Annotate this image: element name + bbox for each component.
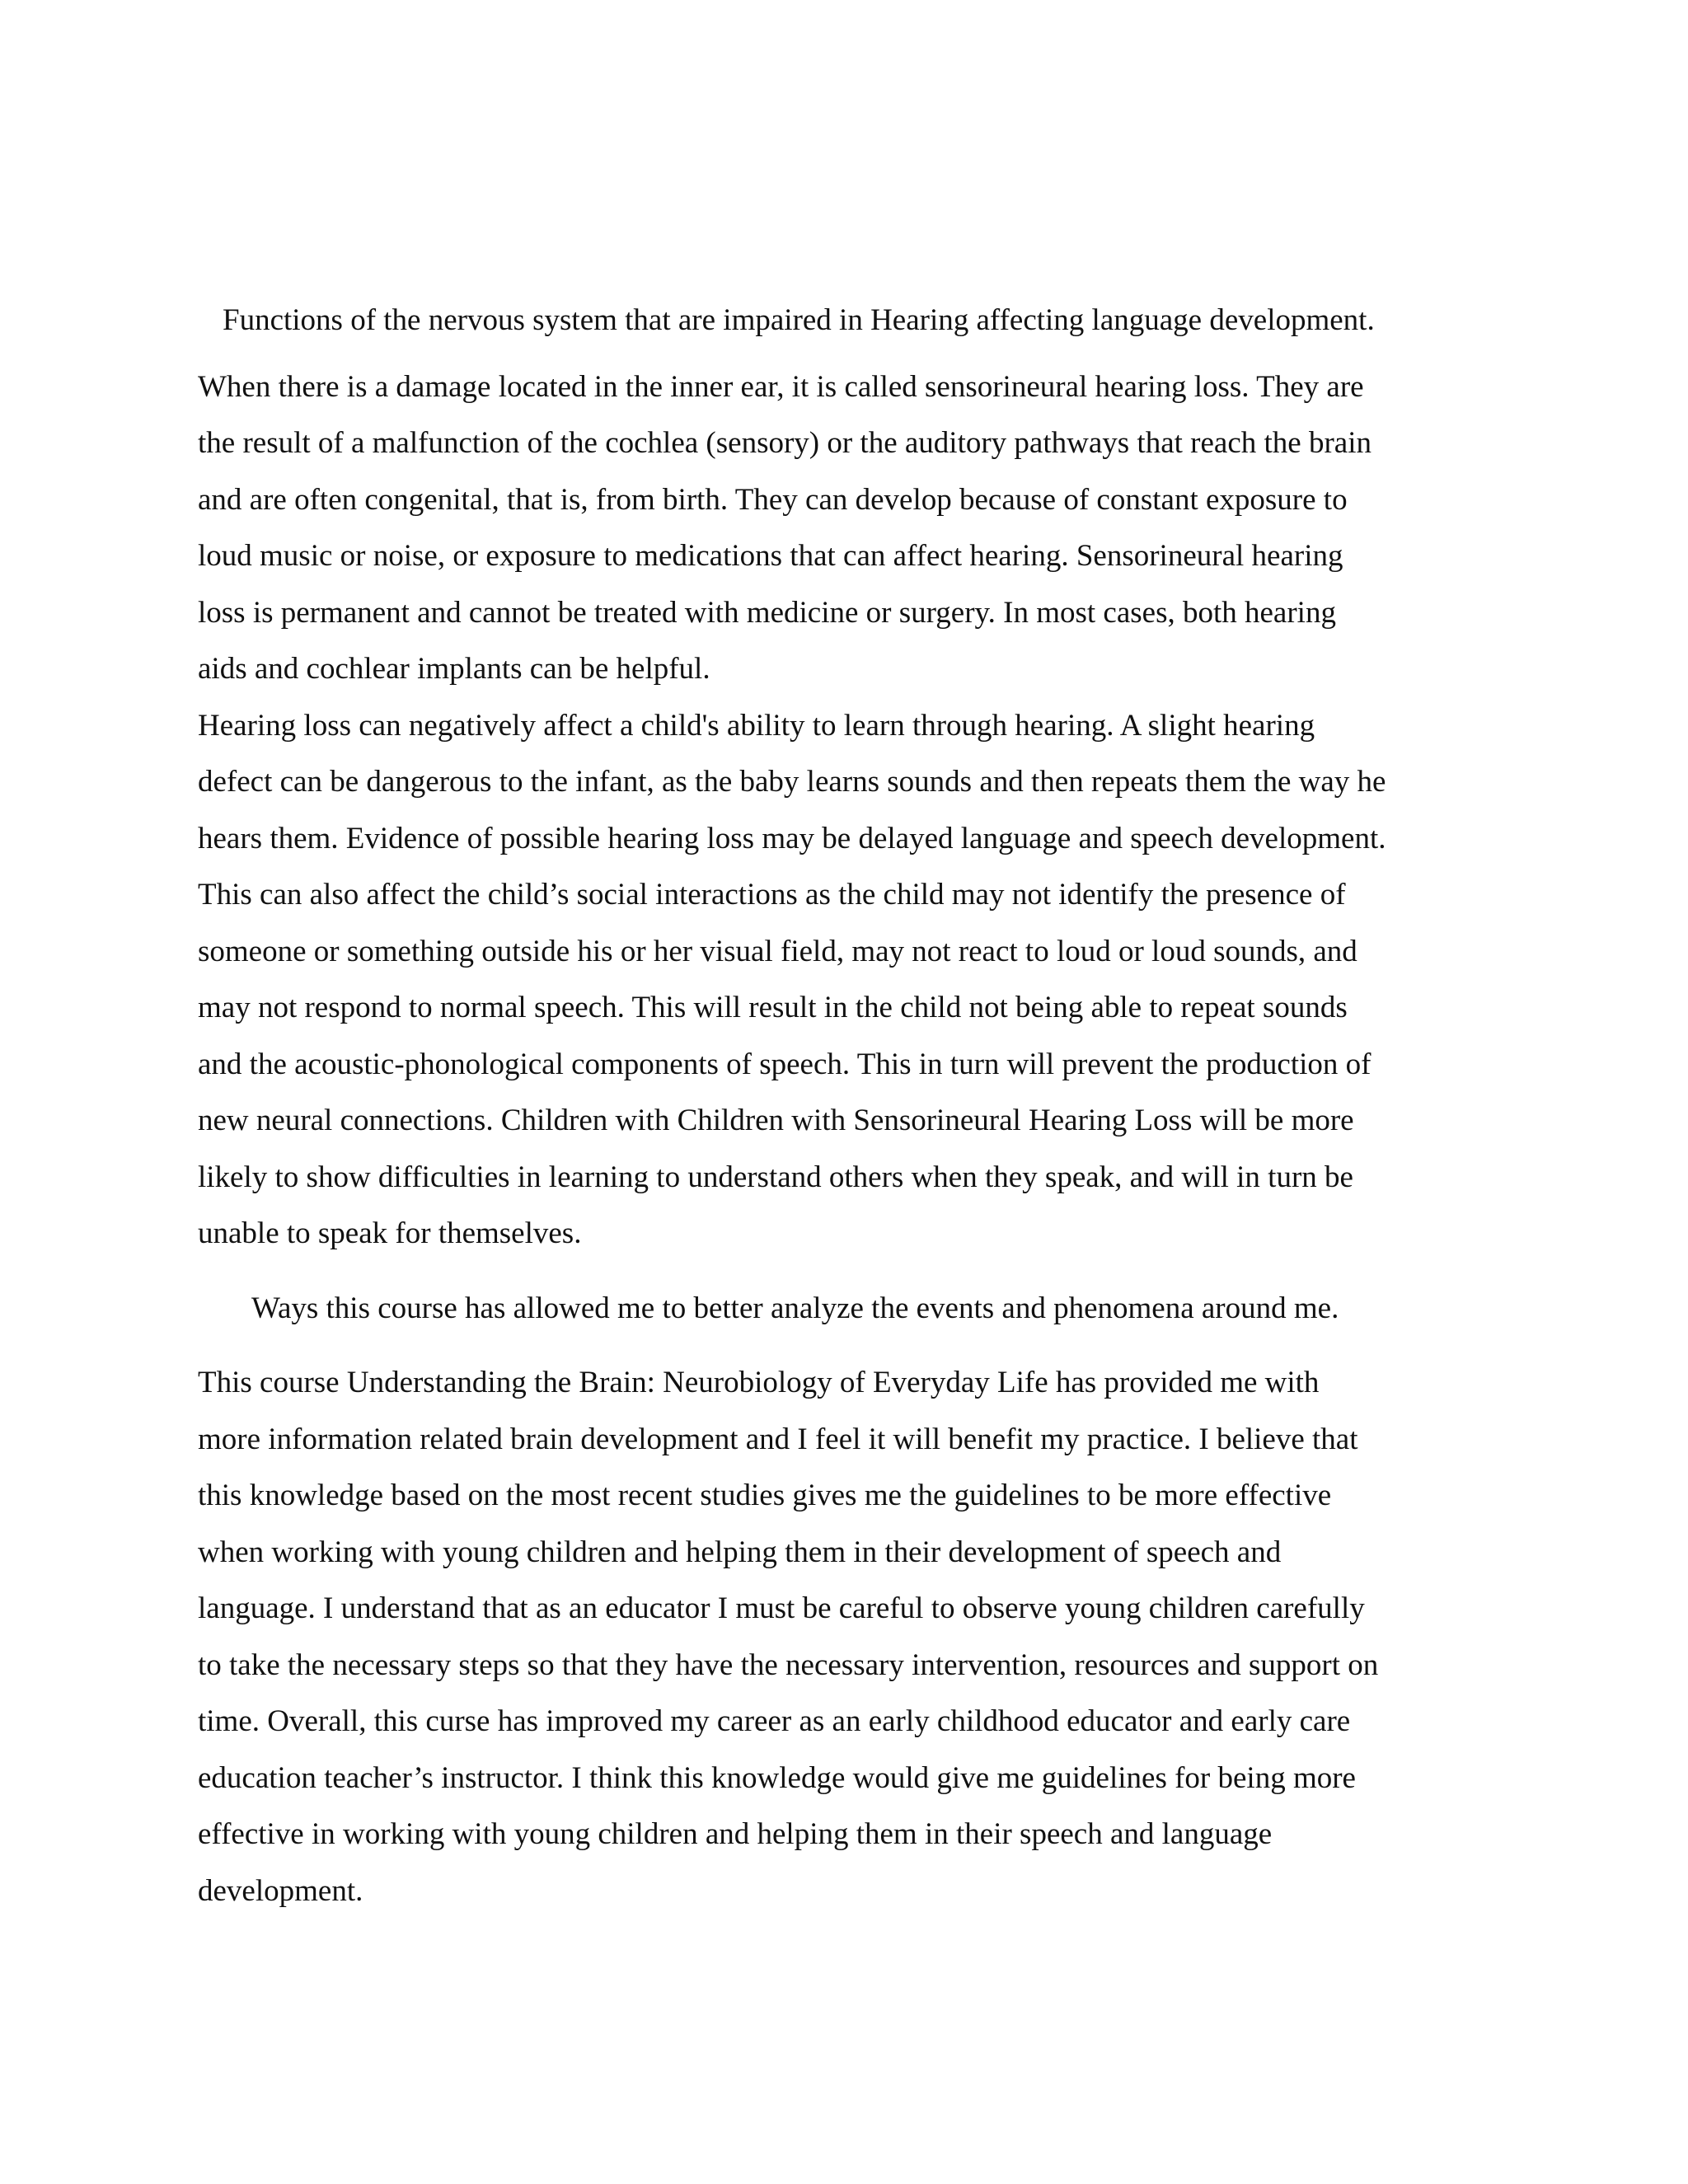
text-line: Hearing loss can negatively affect a child's ability to learn through hearing. A slight hearing <box>198 708 1315 743</box>
document-body <box>198 293 1517 1919</box>
text-line: more information related brain development and I feel it will benefit my practice. I believe that <box>198 1422 1358 1456</box>
text-line: language. I understand that as an educator I must be careful to observe young children carefully <box>198 1591 1365 1625</box>
section-heading-course-reflection: Ways this course has allowed me to better analyze the events and phenomena around me. <box>251 1291 1339 1325</box>
text-line: effective in working with young children and helping them in their speech and language <box>198 1817 1273 1851</box>
paragraph-child-hearing-effects <box>198 698 1517 1263</box>
text-line: someone or something outside his or her visual field, may not react to loud or loud sounds, and <box>198 934 1357 968</box>
text-line: development. <box>198 1873 363 1908</box>
paragraph-sensorineural-loss <box>198 359 1517 698</box>
text-line: new neural connections. Children with Children with Sensorineural Hearing Loss will be more <box>198 1104 1354 1137</box>
text-line: defect can be dangerous to the infant, as the baby learns sounds and then repeats them the way he <box>198 765 1386 799</box>
text-line: loud music or noise, or exposure to medications that can affect hearing. Sensorineural hearing <box>198 539 1343 573</box>
text-line: time. Overall, this curse has improved my career as an early childhood educator and early care <box>198 1704 1351 1738</box>
text-line: and the acoustic-phonological components of speech. This in turn will prevent the production of <box>198 1047 1372 1081</box>
text-line: hears them. Evidence of possible hearing loss may be delayed language and speech development. <box>198 821 1386 855</box>
section-heading-nervous-system: Functions of the nervous system that are impaired in Hearing affecting language development. <box>223 303 1375 337</box>
text-line: aids and cochlear implants can be helpful. <box>198 652 710 686</box>
text-line: unable to speak for themselves. <box>198 1216 582 1250</box>
paragraph-course-benefits <box>198 1355 1517 1919</box>
text-line: education teacher’s instructor. I think this knowledge would give me guidelines for being more <box>198 1760 1356 1795</box>
text-line: when working with young children and helping them in their development of speech and <box>198 1535 1282 1569</box>
text-line: and are often congenital, that is, from birth. They can develop because of constant exposure to <box>198 482 1348 517</box>
text-line: may not respond to normal speech. This will result in the child not being able to repeat sounds <box>198 991 1348 1024</box>
text-line: This course Understanding the Brain: Neurobiology of Everyday Life has provided me with <box>198 1366 1320 1399</box>
text-line: When there is a damage located in the inner ear, it is called sensorineural hearing loss. They are <box>198 369 1364 404</box>
text-line: This can also affect the child’s social interactions as the child may not identify the presence of <box>198 878 1346 912</box>
text-line: the result of a malfunction of the cochlea (sensory) or the auditory pathways that reach the brain <box>198 426 1372 460</box>
text-line: to take the necessary steps so that they have the necessary intervention, resources and support on <box>198 1647 1379 1682</box>
text-line: likely to show difficulties in learning to understand others when they speak, and will in turn be <box>198 1160 1353 1194</box>
text-line: this knowledge based on the most recent studies gives me the guidelines to be more effective <box>198 1479 1332 1512</box>
text-line: loss is permanent and cannot be treated with medicine or surgery. In most cases, both hearing <box>198 595 1336 630</box>
